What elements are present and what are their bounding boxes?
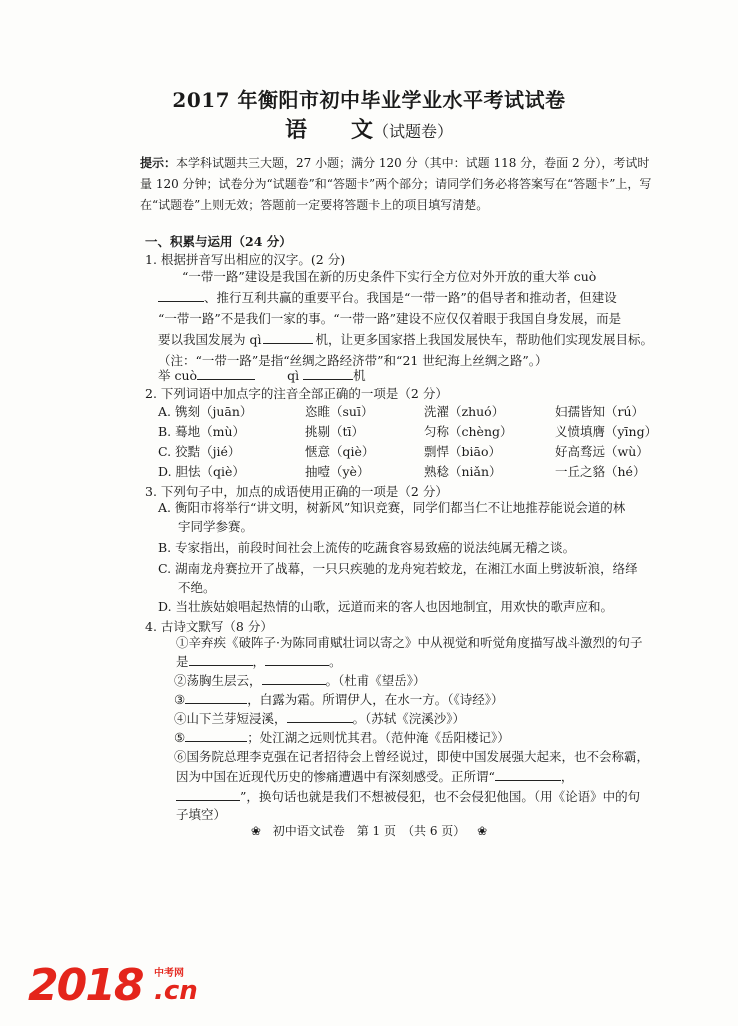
- q4-item-6-mid: ，: [560, 769, 574, 784]
- q1-line-4-wrap: [158, 329, 663, 350]
- q1-blank-2[interactable]: [263, 331, 313, 344]
- q4-item-6: ⑥国务院总理李克强在记者招待会上曾经说过，即使中国发展强大起来，也不会称霸，: [174, 749, 650, 764]
- watermark-domain: .cn: [154, 976, 198, 1006]
- q2-option-cell: 抽噎（yè）: [305, 464, 370, 479]
- q1-answer-2-label: qì: [287, 368, 300, 383]
- q3-option-a: A. 衡阳市将举行“讲文明，树新风”知识竞赛，同学们都当仁不让地推荐能说会道的林: [158, 500, 626, 515]
- q4-item-4-blank[interactable]: [287, 710, 353, 723]
- q2-option-cell: A. 镌刻（juān）: [158, 404, 253, 419]
- watermark-number: 2018: [28, 960, 143, 1011]
- q1-blank-1[interactable]: [158, 289, 204, 302]
- ornament-icon: ❀: [250, 824, 261, 838]
- q2-option-cell: 惬意（qiè）: [305, 444, 375, 459]
- q4-item-4: [174, 708, 664, 729]
- q2-option-cell: 恣睢（suī）: [305, 404, 374, 419]
- q4-item-2-prefix: ②荡胸生层云，: [174, 673, 262, 688]
- page-footer: [0, 822, 738, 839]
- q3-option-c-cont: 不绝。: [178, 580, 216, 595]
- q2-option-cell: 义愤填膺（yīng）: [555, 424, 658, 439]
- q1-note: （注：“一带一路”是指“丝绸之路经济带”和“21 世纪海上丝绸之路”。）: [158, 353, 548, 368]
- tips-text: 本学科试题共三大题，27 小题；满分 120 分（其中：试题 118 分，卷面 2 分），考试时量 120 分钟；试卷分为“试题卷”和“答题卡”两个部分；请同学们务必将答案写在“答题卡”上，写在“试题卷”上则无效；答题前一定要将答题卡上的项目填写清楚。: [140, 156, 652, 212]
- q4-item-2-end: 。（杜甫《望岳》）: [325, 673, 426, 688]
- q4-item-5-blank[interactable]: [185, 729, 247, 742]
- q4-item-1-prefix: 是: [176, 654, 189, 669]
- q4-item-3-end: ，白露为霜。所谓伊人，在水一方。（《诗经》）: [247, 692, 504, 707]
- q2-option-cell: 挑剔（tī）: [305, 424, 365, 439]
- subject-note: （试题卷）: [373, 122, 454, 141]
- q1-line-4a: 要以我国发展为 qì: [158, 332, 262, 347]
- q4-item-6-blank-1[interactable]: [495, 768, 561, 781]
- question-3-stem: 3. 下列句子中，加点的成语使用正确的一项是（2 分）: [145, 484, 448, 499]
- subject-name: 语 文: [284, 117, 373, 143]
- site-watermark-logo: [28, 958, 228, 1014]
- q1-line-1: “一带一路”建设是我国在新的历史条件下实行全方位对外开放的重大举 cuò: [182, 269, 597, 284]
- q4-item-6-tail: 子填空）: [176, 807, 227, 822]
- section-heading: 一、积累与运用（24 分）: [145, 234, 292, 249]
- q4-item-2: [174, 670, 664, 691]
- q4-item-1-mid: ，: [252, 654, 266, 669]
- q4-item-1-blank-1[interactable]: [189, 653, 253, 666]
- q2-option-cell: 好高骛远（wù）: [555, 444, 649, 459]
- q1-line-3: “一带一路”不是我们一家的事。“一带一路”建设不应仅仅着眼于我国自身发展，而是: [158, 311, 622, 326]
- q2-option-cell: 匀称（chèng）: [424, 424, 513, 439]
- question-1-passage: [158, 266, 663, 287]
- q1-answer-1-label: 举 cuò: [158, 368, 198, 383]
- q4-item-5-end: ；处江湖之远则忧其君。（范仲淹《岳阳楼记》）: [247, 730, 510, 745]
- exam-tips: [140, 153, 660, 216]
- q3-option-a-cont: 宇同学参赛。: [178, 519, 254, 534]
- q1-answer-row: [158, 365, 663, 386]
- q4-item-6-cont: [176, 766, 666, 787]
- q2-option-cell: 熟稔（niǎn）: [424, 464, 502, 479]
- q4-item-1-answer: [176, 651, 666, 672]
- q3-option-b: B. 专家指出，前段时间社会上流传的吃蔬食容易致癌的说法纯属无稽之谈。: [158, 540, 576, 555]
- question-2-stem: 2. 下列词语中加点字的注音全部正确的一项是（2 分）: [145, 386, 448, 401]
- q1-line-2: 、推行互利共赢的重要平台。我国是“一带一路”的倡导者和推动者，但建设: [204, 290, 617, 305]
- q4-item-2-blank[interactable]: [262, 672, 326, 685]
- q3-option-c: C. 湖南龙舟赛拉开了战幕，一只只疾驰的龙舟宛若蛟龙，在湘江水面上劈波斩浪，络绎: [158, 561, 638, 576]
- q1-line-4b: 机，让更多国家搭上我国发展快车，帮助他们实现发展目标。: [315, 332, 653, 347]
- q4-item-1: ①辛弃疾《破阵子·为陈同甫赋壮词以寄之》中从视觉和听觉角度描写战斗激烈的句子: [176, 635, 643, 650]
- q2-option-cell: B. 蓦地（mù）: [158, 424, 246, 439]
- q1-answer-2-suffix: 机: [353, 368, 366, 383]
- question-4-stem: 4. 古诗文默写（8 分）: [145, 619, 273, 634]
- question-1-stem: 1. 根据拼音写出相应的汉字。(2 分): [145, 252, 346, 267]
- q4-item-6-text: 因为中国在近现代历史的惨痛遭遇中有深刻感受。正所谓“: [176, 769, 495, 784]
- q4-item-3-blank[interactable]: [185, 691, 247, 704]
- q4-item-4-prefix: ④山下兰芽短浸溪，: [174, 711, 287, 726]
- q4-item-6-blank-2[interactable]: [176, 788, 240, 801]
- footer-text: 初中语文试卷 第 1 页 （共 6 页）: [272, 824, 466, 838]
- q1-answer-2-blank[interactable]: [303, 367, 353, 380]
- ornament-icon: ❀: [477, 824, 488, 838]
- q2-option-cell: 妇孺皆知（rú）: [555, 404, 645, 419]
- q4-item-3-prefix: ③: [174, 692, 186, 707]
- q4-item-1-end: 。: [329, 654, 342, 669]
- q4-item-3: [174, 689, 664, 710]
- q1-answer-1-blank[interactable]: [197, 367, 255, 380]
- q2-option-cell: 剽悍（biāo）: [424, 444, 501, 459]
- q2-option-cell: 一丘之貉（hé）: [555, 464, 646, 479]
- q3-option-d: D. 当壮族姑娘唱起热情的山歌，远道而来的客人也因地制宜，用欢快的歌声应和。: [158, 599, 614, 614]
- q2-option-cell: 洗濯（zhuó）: [424, 404, 505, 419]
- exam-subject: [0, 113, 738, 144]
- watermark-site-name: 中考网: [154, 968, 184, 979]
- q4-item-1-blank-2[interactable]: [265, 653, 329, 666]
- q1-line-2-wrap: [158, 287, 663, 308]
- q4-item-5-prefix: ⑤: [174, 730, 186, 745]
- q2-option-cell: D. 胆怯（qiè）: [158, 464, 245, 479]
- q2-option-cell: C. 狡黠（jié）: [158, 444, 241, 459]
- tips-label: 提示：: [140, 156, 177, 170]
- q4-item-5: [174, 727, 664, 748]
- exam-title: 2017 年衡阳市初中毕业学业水平考试试卷: [172, 88, 566, 112]
- q4-item-6-end: ”，换句话也就是我们不想被侵犯，也不会侵犯他国。（用《论语》中的句: [240, 789, 641, 804]
- q4-item-4-end: 。（苏轼《浣溪沙》）: [352, 711, 466, 726]
